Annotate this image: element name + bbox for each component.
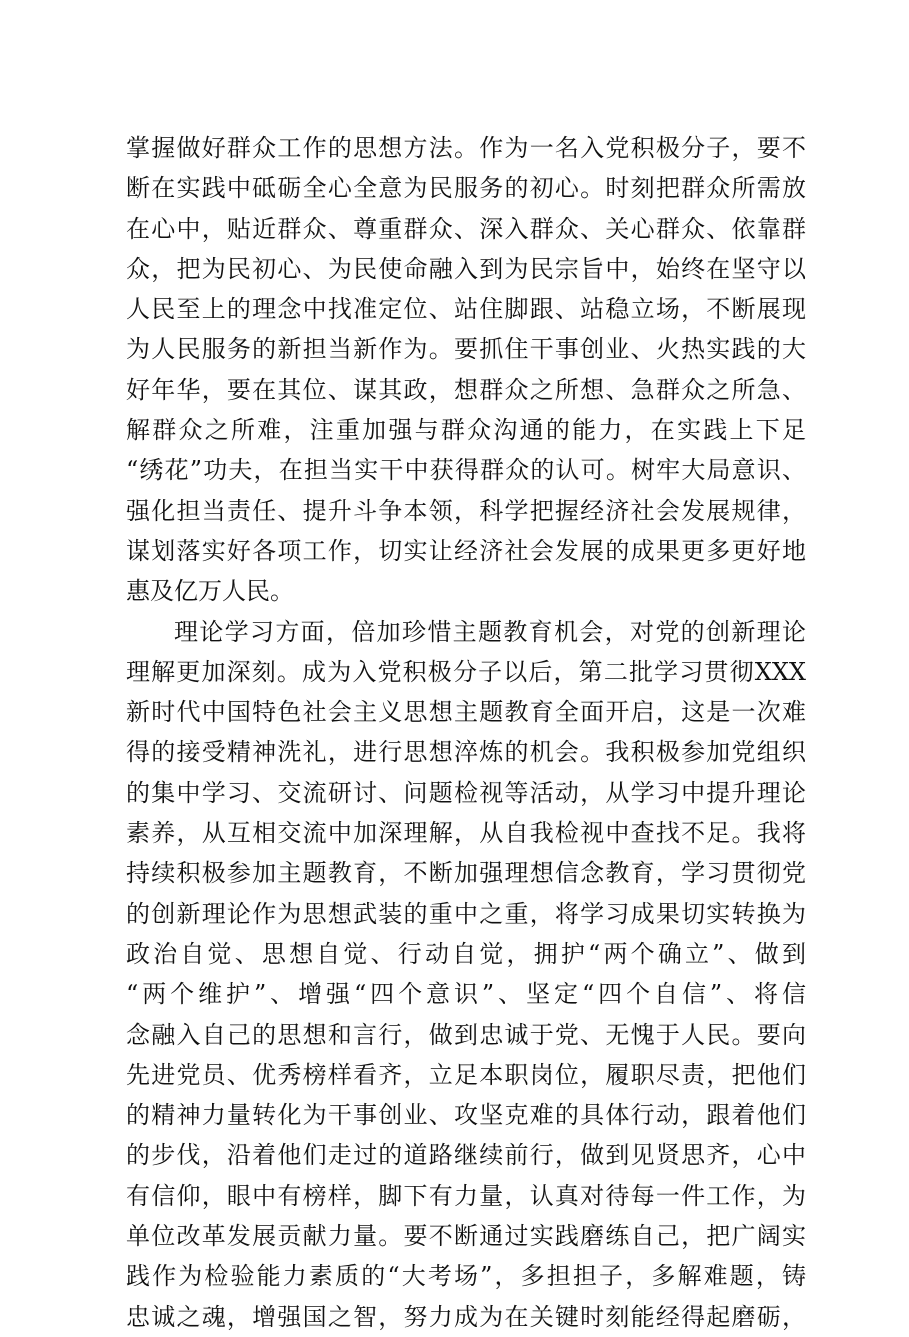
text-line: 解群众之所难，注重加强与群众沟通的能力，在实践上下足 — [126, 416, 806, 445]
text-line: 政治自觉、思想自觉、行动自觉，拥护“两个确立”、做到 — [126, 939, 806, 968]
text-line: “绣花”功夫，在担当实干中获得群众的认可。树牢大局意识、 — [126, 456, 806, 485]
text-line: 强化担当责任、提升斗争本领，科学把握经济社会发展规律， — [126, 496, 806, 525]
text-line: 践作为检验能力素质的“大考场”，多担担子，多解难题，铸 — [126, 1262, 806, 1291]
text-line: 的创新理论作为思想武装的重中之重，将学习成果切实转换为 — [126, 899, 806, 928]
text-line: 人民至上的理念中找准定位、站住脚跟、站稳立场，不断展现 — [126, 295, 806, 324]
text-line: 忠诚之魂，增强国之智，努力成为在关键时刻能经得起磨砺， — [126, 1302, 806, 1331]
text-line: 理解更加深刻。成为入党积极分子以后，第二批学习贯彻XXX — [126, 657, 806, 686]
text-line: 念融入自己的思想和言行，做到忠诚于党、无愧于人民。要向 — [126, 1020, 806, 1049]
paragraph — [126, 612, 806, 1337]
text-line: 的精神力量转化为干事创业、攻坚克难的具体行动，跟着他们 — [126, 1101, 806, 1130]
text-line: 有信仰，眼中有榜样，脚下有力量，认真对待每一件工作，为 — [126, 1181, 806, 1210]
paragraph — [126, 128, 806, 612]
text-line: 好年华，要在其位、谋其政，想群众之所想、急群众之所急、 — [126, 375, 806, 404]
text-line: 断在实践中砥砺全心全意为民服务的初心。时刻把群众所需放 — [126, 174, 806, 203]
text-line: 众，把为民初心、为民使命融入到为民宗旨中，始终在坚守以 — [126, 254, 806, 283]
body-text — [126, 128, 806, 1337]
text-line: 持续积极参加主题教育，不断加强理想信念教育，学习贯彻党 — [126, 859, 806, 888]
text-line: 的集中学习、交流研讨、问题检视等活动，从学习中提升理论 — [126, 778, 806, 807]
text-line: 的步伐，沿着他们走过的道路继续前行，做到见贤思齐，心中 — [126, 1141, 806, 1170]
text-line: 理论学习方面，倍加珍惜主题教育机会，对党的创新理论 — [174, 617, 806, 646]
text-line: “两个维护”、增强“四个意识”、坚定“四个自信”、将信 — [126, 980, 806, 1009]
text-line: 在心中，贴近群众、尊重群众、深入群众、关心群众、依靠群 — [126, 214, 806, 243]
text-line: 单位改革发展贡献力量。要不断通过实践磨练自己，把广阔实 — [126, 1222, 806, 1251]
text-line: 为人民服务的新担当新作为。要抓住干事创业、火热实践的大 — [126, 335, 806, 364]
text-line: 先进党员、优秀榜样看齐，立足本职岗位，履职尽责，把他们 — [126, 1060, 806, 1089]
text-line: 谋划落实好各项工作，切实让经济社会发展的成果更多更好地 — [126, 536, 806, 565]
text-line: 得的接受精神洗礼，进行思想淬炼的机会。我积极参加党组织 — [126, 738, 806, 767]
text-line: 惠及亿万人民。 — [126, 577, 294, 606]
text-line: 掌握做好群众工作的思想方法。作为一名入党积极分子，要不 — [126, 134, 806, 162]
text-line: 新时代中国特色社会主义思想主题教育全面开启，这是一次难 — [126, 698, 806, 727]
text-line: 素养，从互相交流中加深理解，从自我检视中查找不足。我将 — [126, 819, 806, 848]
